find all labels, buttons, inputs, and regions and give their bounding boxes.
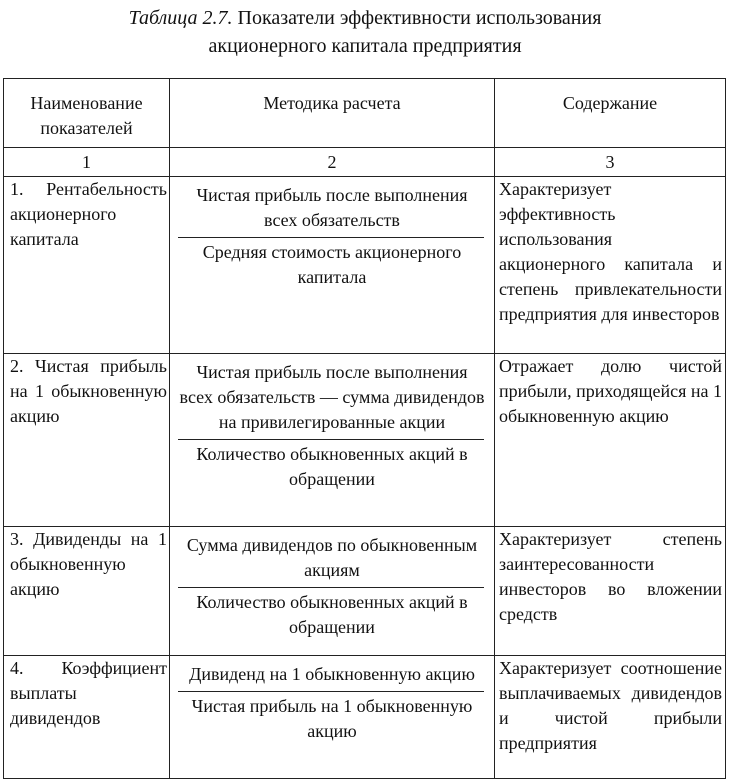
indicator-content: Характеризует эффективность использования акционерного капитала и степень привлекательности предприятия для инвесторов [495,177,726,354]
indicator-content: Характеризует степень заинтересованности инвесторов во вложении средств [495,527,726,656]
formula-numerator: Дивиденд на 1 обыкновенную акцию [189,664,475,684]
formula-denominator: Чистая прибыль на 1 обыкновенную акцию [191,696,473,741]
column-number-3: 3 [495,148,726,177]
calculation-formula [170,354,495,527]
caption-title-line-2: акционерного капитала предприятия [208,35,522,57]
formula-denominator: Средняя стоимость акционерного капитала [202,242,462,287]
calculation-formula [170,527,495,656]
indicator-name: 1. Рентабельность акционерного капитала [4,177,170,354]
column-number-row [4,148,726,177]
table-caption [0,4,730,60]
formula-denominator: Количество обыкновенных акций в обращении [196,592,468,637]
header-method: Методика расчета [170,79,495,148]
formula-denominator: Количество обыкновенных акций в обращении [196,444,468,489]
indicator-content: Характеризует соотношение выплачиваемых дивидендов и чистой прибыли предприятия [495,656,726,779]
calculation-formula [170,656,495,779]
header-content: Содержание [495,79,726,148]
header-indicator-name: Наименование показателей [4,79,170,148]
column-number-1: 1 [4,148,170,177]
table-row [4,527,726,656]
caption-title-line-1: Показатели эффективности использования [237,7,602,29]
caption-line-1 [0,4,730,32]
indicators-table [3,78,726,779]
table-row [4,354,726,527]
column-number-2: 2 [170,148,495,177]
calculation-formula [170,177,495,354]
table-row [4,177,726,354]
indicator-name: 3. Дивиденды на 1 обыкновенную акцию [4,527,170,656]
indicator-content: Отражает долю чистой прибыли, приходящейся на 1 обыкновенную акцию [495,354,726,527]
indicator-name: 4. Коэффициент выплаты дивидендов [4,656,170,779]
indicator-name: 2. Чистая прибыль на 1 обыкновенную акцию [4,354,170,527]
formula-numerator: Чистая прибыль после выполнения всех обязательств [196,185,468,230]
header-row [4,79,726,148]
formula-numerator: Сумма дивидендов по обыкновенным акциям [186,535,478,580]
caption-label: Таблица 2.7. [128,7,233,29]
formula-numerator: Чистая прибыль после выполнения всех обязательств — сумма дивидендов на привилегированные акции [179,362,485,432]
table-row [4,656,726,779]
